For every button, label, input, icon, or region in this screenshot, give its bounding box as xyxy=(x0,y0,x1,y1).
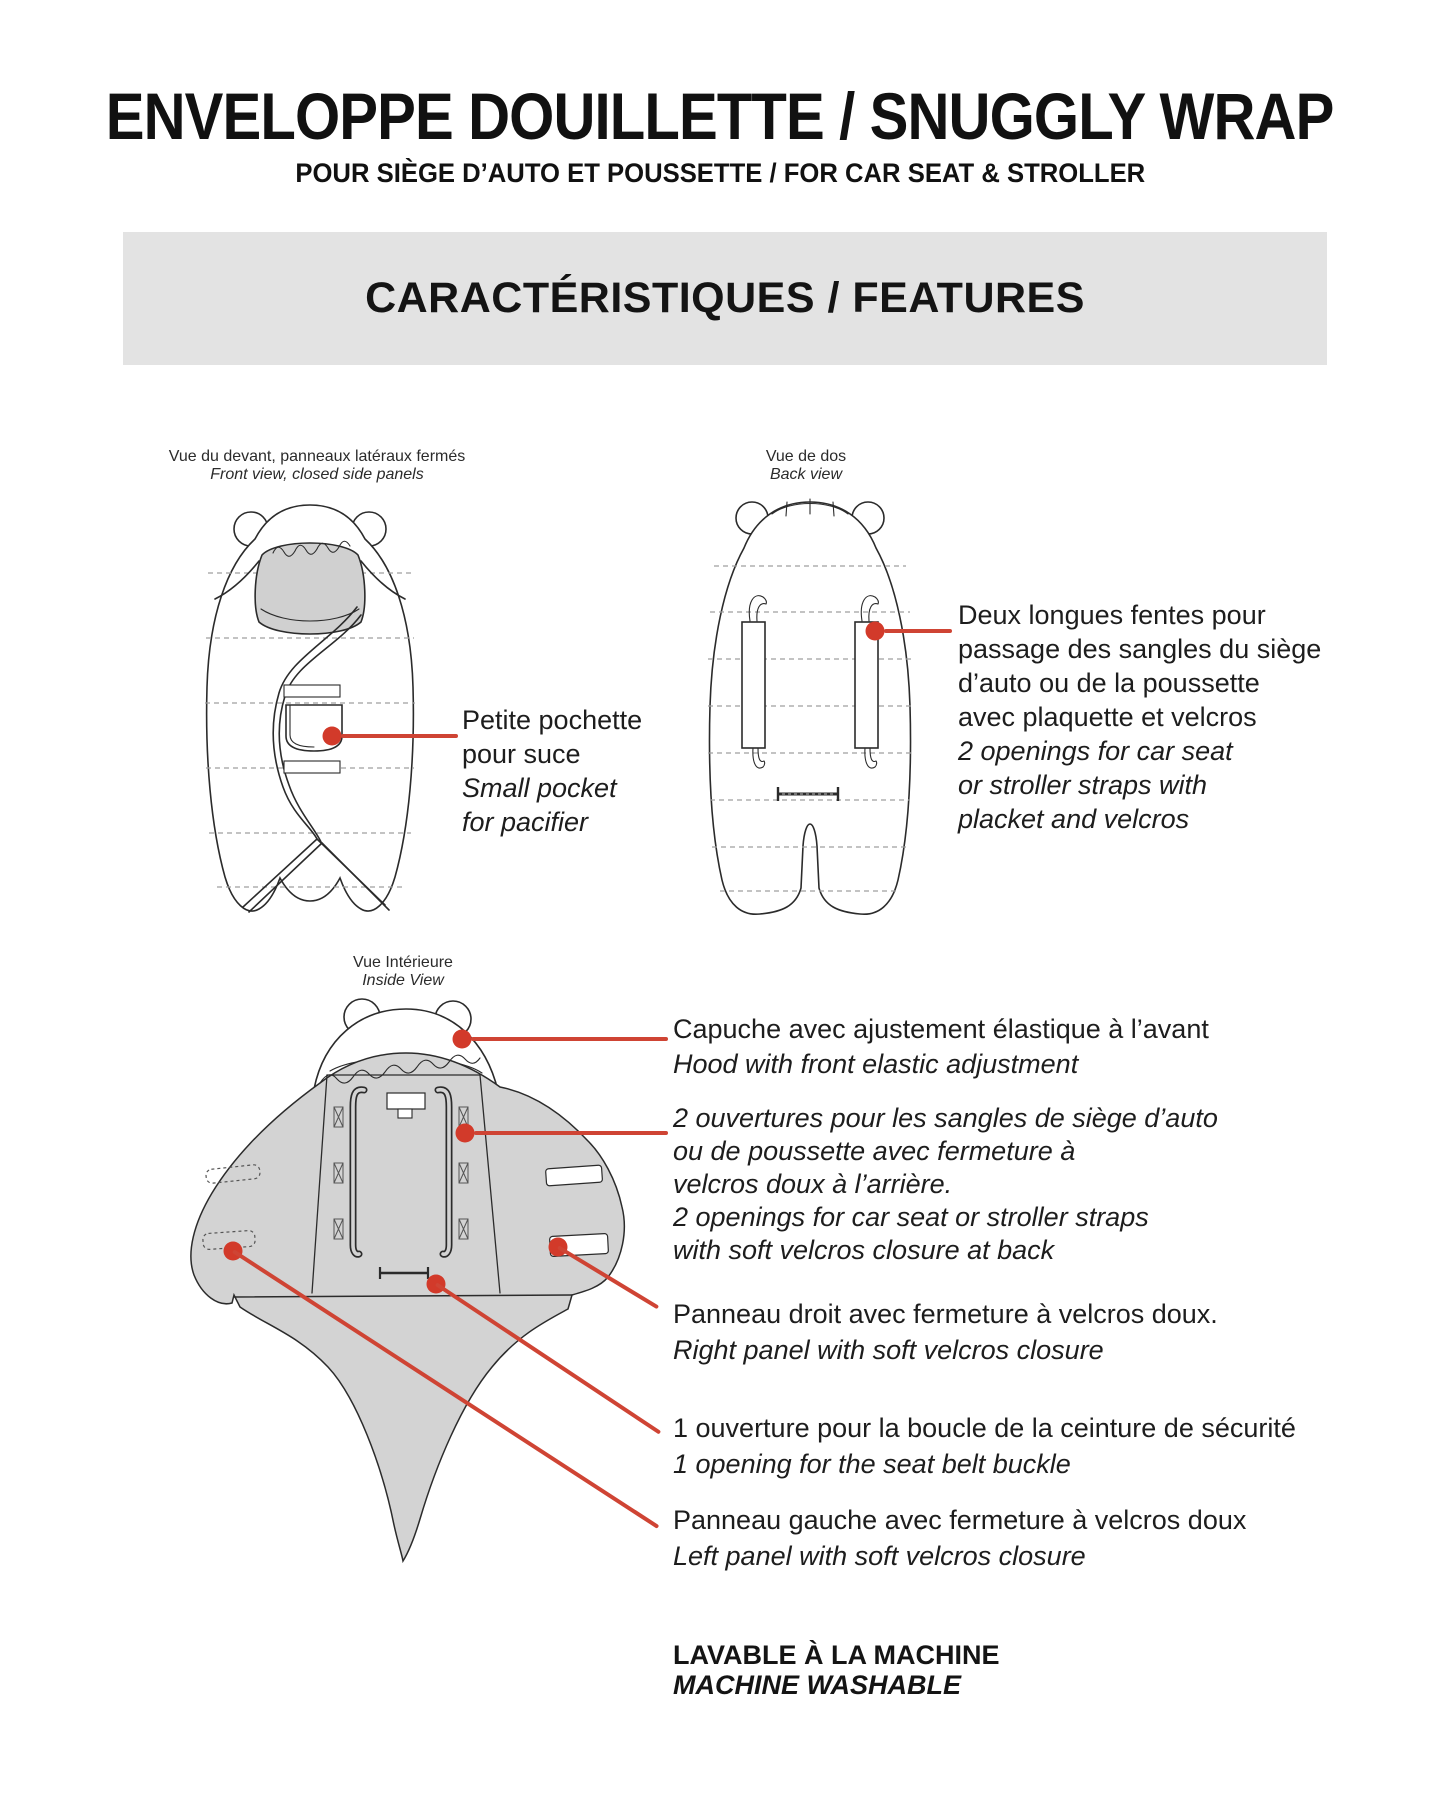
inside-openings-callout-line xyxy=(474,1131,668,1135)
section-banner-title: CARACTÉRISTIQUES / FEATURES xyxy=(365,274,1085,322)
annotation-inside-openings: 2 ouvertures pour les sangles de siège d’auto ou de poussette avec fermeture à velcros doux à l’arrière. 2 openings for car seat or stroller straps with soft velcros closure at back xyxy=(673,1103,1218,1265)
back-right-strap-placket xyxy=(855,622,878,748)
annotation-left-panel: Panneau gauche avec fermeture à velcros doux Left panel with soft velcros closure xyxy=(673,1505,1247,1571)
header xyxy=(0,78,1440,154)
front-velcro-strip-top xyxy=(284,685,340,697)
page-title: ENVELOPPE DOUILLETTE / SNUGGLY WRAP xyxy=(106,79,1334,153)
inside-label-tab xyxy=(398,1109,412,1118)
front-view-drawing xyxy=(185,495,435,925)
front-velcro-strip-bottom xyxy=(284,761,340,773)
inside-right-velcro-strip-top xyxy=(546,1165,603,1186)
inside-label-patch xyxy=(387,1093,425,1109)
hood-callout-line xyxy=(471,1037,668,1041)
back-view-drawing xyxy=(690,490,930,920)
care-note-fr: LAVABLE À LA MACHINE xyxy=(673,1640,1000,1670)
inside-body-shape xyxy=(191,1053,624,1561)
section-banner xyxy=(123,232,1327,365)
annotation-pocket: Petite pochette pour suce Small pocket for pacifier xyxy=(462,705,643,837)
back-view-label: Vue de dos Back view xyxy=(765,448,847,483)
pocket-callout-dot xyxy=(323,727,342,746)
back-slots-callout-dot xyxy=(866,622,885,641)
care-note xyxy=(673,1640,999,1700)
front-view-label: Vue du devant, panneaux latéraux fermés Front view, closed side panels xyxy=(168,448,466,483)
inside-openings-callout-dot xyxy=(456,1124,475,1143)
hood-callout-dot xyxy=(453,1030,472,1049)
annotation-right-panel: Panneau droit avec fermeture à velcros doux. Right panel with soft velcros closure xyxy=(673,1299,1218,1365)
annotation-hood: Capuche avec ajustement élastique à l’avant Hood with front elastic adjustment xyxy=(673,1014,1209,1079)
back-body-outline xyxy=(710,502,911,914)
back-slots-callout-line xyxy=(884,629,952,633)
care-note-en: MACHINE WASHABLE xyxy=(673,1670,961,1700)
inside-view-drawing xyxy=(170,995,640,1585)
inside-view-label: Vue Intérieure Inside View xyxy=(353,954,453,989)
pocket-callout-line xyxy=(341,734,458,738)
front-hood-opening xyxy=(255,543,365,634)
page-subtitle: POUR SIÈGE D’AUTO ET POUSSETTE / FOR CAR SEAT & STROLLER xyxy=(295,158,1145,188)
back-left-strap-placket xyxy=(742,622,765,748)
annotation-buckle: 1 ouverture pour la boucle de la ceinture de sécurité 1 opening for the seat belt buckle xyxy=(673,1413,1296,1479)
annotation-back-slots: Deux longues fentes pour passage des sangles du siège d’auto ou de la poussette avec plaquette et velcros 2 openings for car seat or stroller straps with placket and velcros xyxy=(958,600,1322,834)
